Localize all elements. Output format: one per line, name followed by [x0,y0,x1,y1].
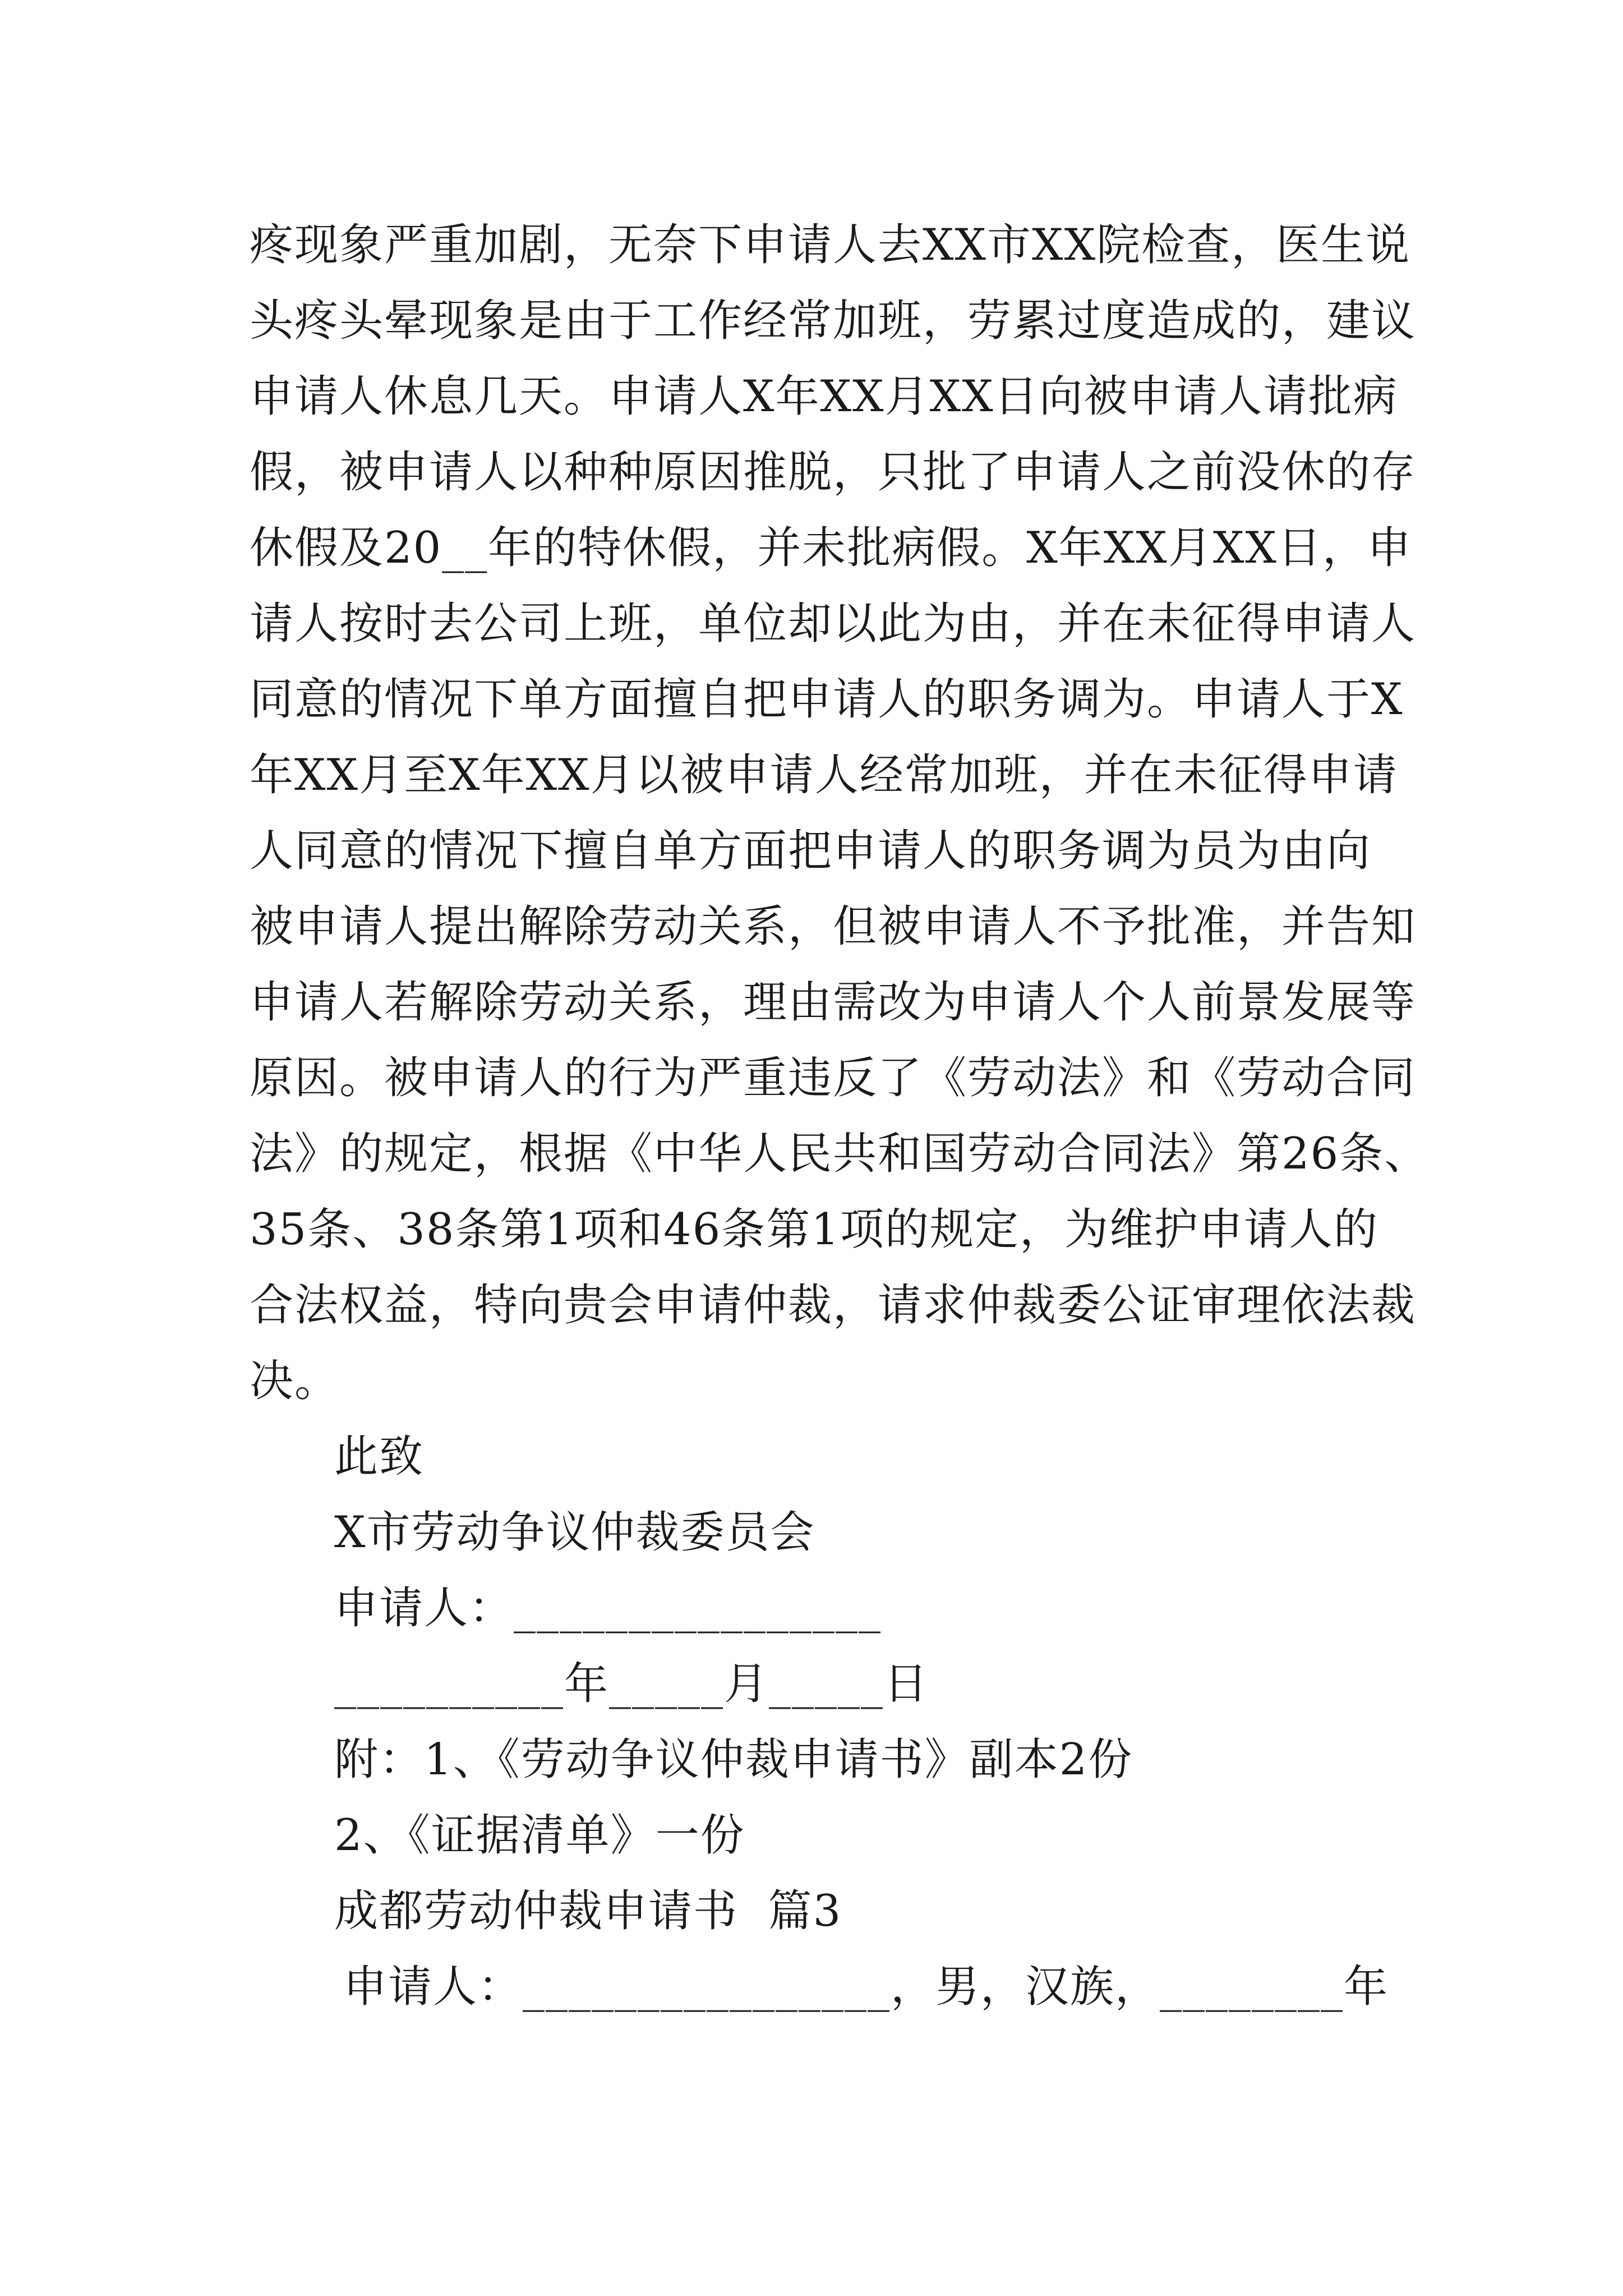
body-line: 年XX月至X年XX月以被申请人经常加班，并在未征得申请 [250,750,1398,800]
body-line: 头疼头晕现象是由于工作经常加班，劳累过度造成的，建议 [250,296,1417,346]
attachment-2: 2、《证据清单》一份 [334,1810,745,1861]
body-line: 合法权益，特向贵会申请仲裁，请求仲裁委公证审理依法裁 [250,1280,1417,1331]
body-line: 决。 [250,1356,340,1406]
salutation: 此致 [334,1432,425,1482]
attachment-1: 附：1、《劳动争议仲裁申请书》副本2份 [334,1734,1133,1785]
body-line: 疼现象严重加剧，无奈下申请人去XX市XX院检查，医生说 [250,220,1411,270]
body-line: 同意的情况下单方面擅自把申请人的职务调为。申请人于X [250,674,1404,725]
body-line: 假，被申请人以种种原因推脱，只批了申请人之前没休的存 [250,447,1417,498]
section-title: 成都劳动仲裁申请书 篇3 [334,1886,842,1936]
body-line: 被申请人提出解除劳动关系，但被申请人不予批准，并告知 [250,901,1417,952]
applicant-info-line: 申请人：________________，男，汉族，________年 [343,1962,1389,2012]
date-line: __________年_____月_____日 [334,1659,929,1709]
recipient: X市劳动争议仲裁委员会 [334,1507,815,1558]
body-line: 原因。被申请人的行为严重违反了《劳动法》和《劳动合同 [250,1053,1417,1103]
body-line: 35条、38条第1项和46条第1项的规定，为维护申请人的 [250,1204,1379,1255]
body-line: 人同意的情况下擅自单方面把申请人的职务调为员为由向 [250,826,1372,876]
body-line: 请人按时去公司上班，单位却以此为由，并在未征得申请人 [250,599,1417,649]
applicant-signature-line: 申请人：________________ [334,1583,882,1634]
body-line: 申请人若解除劳动关系，理由需改为申请人个人前景发展等 [250,977,1417,1028]
body-line: 申请人休息几天。申请人X年XX月XX日向被申请人请批病 [250,371,1398,422]
body-line: 休假及20__年的特休假，并未批病假。X年XX月XX日，申 [250,523,1412,573]
body-line: 法》的规定，根据《中华人民共和国劳动合同法》第26条、 [250,1129,1430,1179]
